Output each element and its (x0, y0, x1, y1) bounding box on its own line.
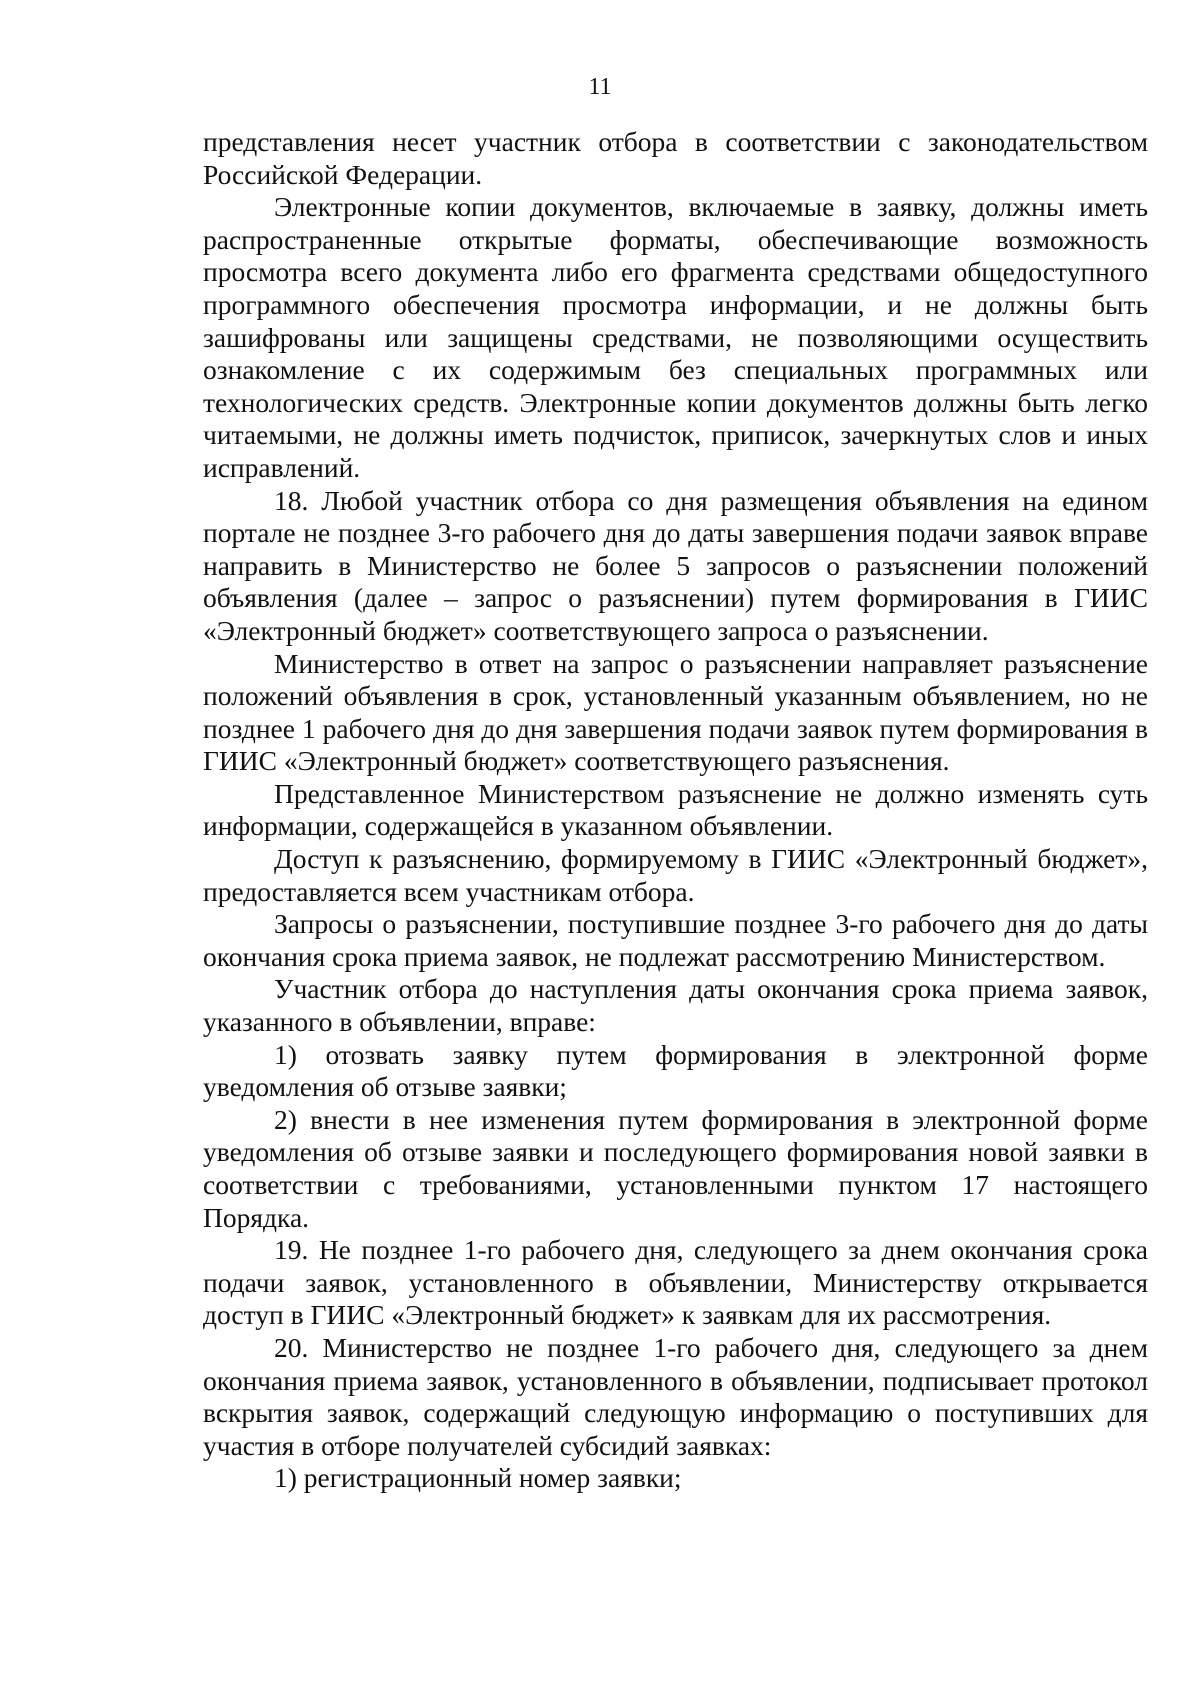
paragraph-clarification-scope: Представленное Министерством разъяснение не должно изменять суть информации, содержащейся в указанном объявлении. (203, 777, 1148, 842)
paragraph-item-20: 20. Министерство не позднее 1-го рабочего дня, следующего за днем окончания приема заявок, установленного в объявлении, подписывает протокол вскрытия заявок, содержащий следующую информацию о поступивших для участия в отборе получателей субсидий заявках: (203, 1331, 1148, 1461)
paragraph-continuation: представления несет участник отбора в соответствии с законодательством Российской Федерации. (203, 126, 1148, 190)
page-number: 11 (588, 74, 612, 100)
paragraph-participant-rights: Участник отбора до наступления даты окончания срока приема заявок, указанного в объявлении, вправе: (203, 973, 1148, 1038)
list-item-registration-number: 1) регистрационный номер заявки; (274, 1462, 682, 1494)
paragraph-item-19: 19. Не позднее 1-го рабочего дня, следующего за днем окончания срока подачи заявок, установленного в объявлении, Министерству открывается доступ в ГИИС «Электронный бюджет» к заявкам для их рассмотрения. (203, 1234, 1148, 1331)
paragraph-late-requests: Запросы о разъяснении, поступившие позднее 3-го рабочего дня до даты окончания срока приема заявок, не подлежат рассмотрению Министерством. (203, 908, 1148, 972)
paragraph-clarification-access: Доступ к разъяснению, формируемому в ГИИС «Электронный бюджет», предоставляется всем участникам отбора. (203, 843, 1148, 907)
paragraph-item-18: 18. Любой участник отбора со дня размещения объявления на едином портале не позднее 3-го рабочего дня до даты завершения подачи заявок вправе направить в Министерство не более 5 запросов о разъяснении положений объявления (далее – запрос о разъяснении) путем формирования в ГИИС «Электронный бюджет» соответствующего запроса о разъяснении. (203, 484, 1148, 646)
list-item-withdraw: 1) отозвать заявку путем формирования в электронной форме уведомления об отзыве заявки; (203, 1038, 1148, 1103)
paragraph-electronic-copies: Электронные копии документов, включаемые в заявку, должны иметь распространенные открытые форматы, обеспечивающие возможность просмотра всего документа либо его фрагмента средствами общедоступного программного обеспечения просмотра информации, и не должны быть зашифрованы или защищены средствами, не позволяющими осуществить ознакомление с их содержимым без специальных программных или технологических средств. Электронные копии документов должны быть легко читаемыми, не должны иметь подчисток, приписок, зачеркнутых слов и иных исправлений. (203, 191, 1148, 483)
document-body (203, 126, 1148, 1495)
list-item-amend: 2) внести в нее изменения путем формирования в электронной форме уведомления об отзыве заявки и последующего формирования новой заявки в соответствии с требованиями, установленными пунктом 17 настоящего Порядка. (203, 1103, 1148, 1233)
paragraph-ministry-response: Министерство в ответ на запрос о разъяснении направляет разъяснение положений объявления в срок, установленный указанным объявлением, но не позднее 1 рабочего дня до дня завершения подачи заявок путем формирования в ГИИС «Электронный бюджет» соответствующего разъяснения. (203, 647, 1148, 777)
